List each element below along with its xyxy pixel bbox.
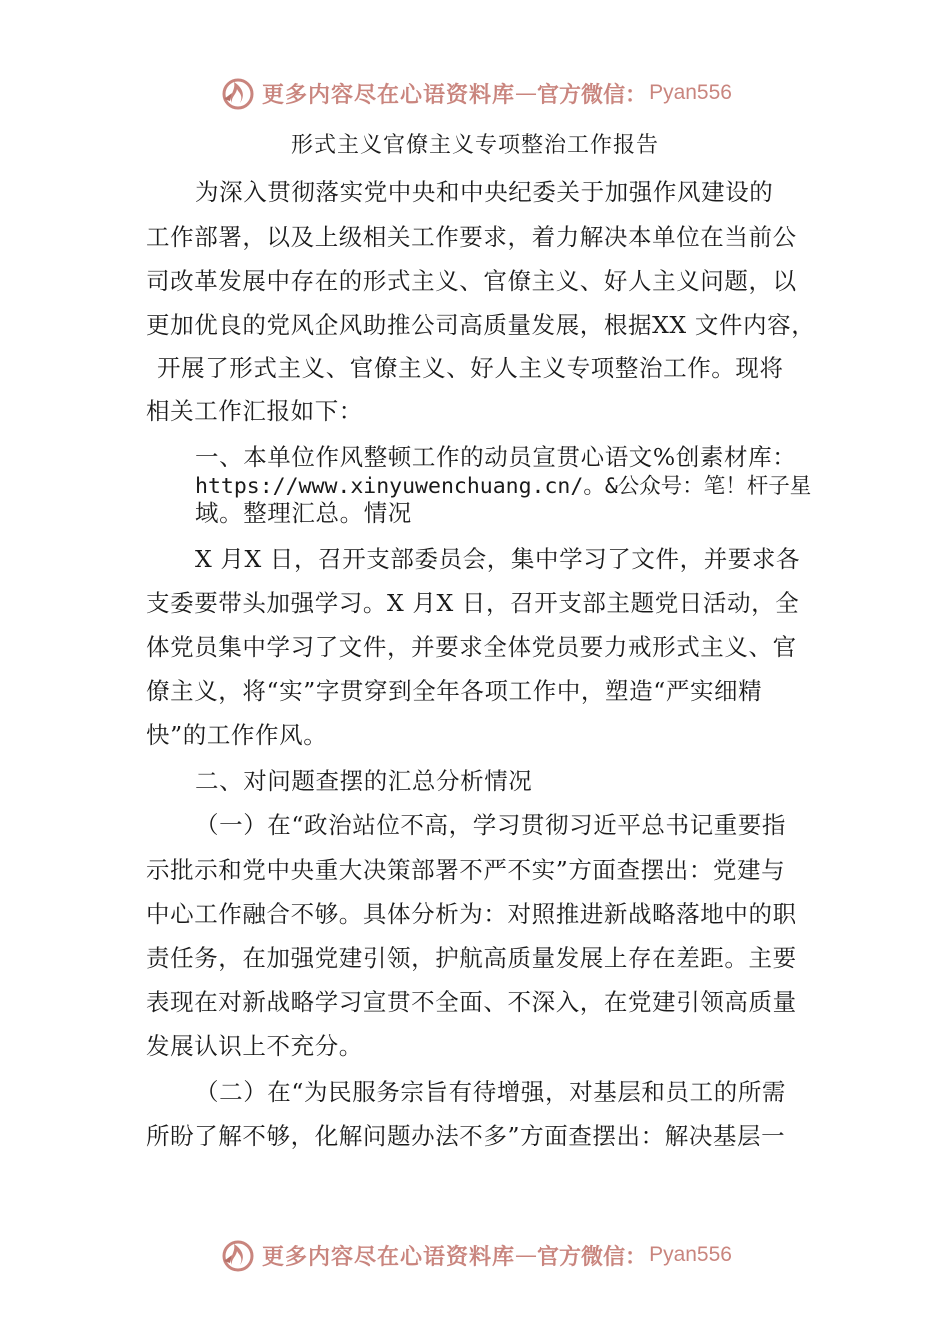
footer-watermark-banner — [0, 1230, 950, 1280]
text-line: 司改革发展中存在的形式主义、官僚主义、好人主义问题，以 — [146, 267, 797, 295]
text-line: 更加优良的党风企风助推公司高质量发展，根据XX 文件内容， — [146, 311, 816, 339]
text-line: 所盼了解不够，化解问题办法不多”方面查摆出：解决基层一 — [146, 1122, 786, 1150]
banner-label: 官方微信： — [537, 81, 648, 108]
text-line: 为深入贯彻落实党中央和中央纪委关于加强作风建设的 — [195, 178, 774, 206]
banner-text: 更多内容尽在心语资料库 — [262, 1243, 516, 1270]
banner-wechat-id: Pyan556 — [649, 81, 732, 104]
text-line: 体党员集中学习了文件，并要求全体党员要力戒形式主义、官 — [146, 633, 797, 661]
text-line: 支委要带头加强学习。X 月X 日，召开支部主题党日活动，全 — [146, 589, 800, 617]
banner-separator: — — [515, 80, 538, 106]
flame-logo-icon — [218, 1235, 258, 1275]
text-line: 工作部署，以及上级相关工作要求，着力解决本单位在当前公 — [146, 223, 797, 251]
flame-logo-icon — [218, 73, 258, 113]
text-line: 责任务，在加强党建引领，护航高质量发展上存在差距。主要 — [146, 944, 797, 972]
text-line: 快”的工作作风。 — [146, 721, 328, 749]
banner-label: 官方微信： — [537, 1243, 648, 1270]
banner-text: 更多内容尽在心语资料库 — [262, 81, 516, 108]
section-heading: 二、对问题查摆的汇总分析情况 — [195, 767, 533, 795]
text-line: 中心工作融合不够。具体分析为：对照推进新战略落地中的职 — [146, 900, 797, 928]
text-line: 示批示和党中央重大决策部署不严不实”方面查摆出：党建与 — [146, 856, 786, 884]
banner-separator: — — [515, 1242, 538, 1268]
text-line: 发展认识上不充分。 — [146, 1032, 363, 1060]
text-line: 开展了形式主义、官僚主义、好人主义专项整治工作。现将 — [157, 354, 784, 382]
text-line: （二）在“为民服务宗旨有待增强，对基层和员工的所需 — [195, 1078, 787, 1106]
text-line: 僚主义，将“实”字贯穿到全年各项工作中，塑造“严实细精 — [146, 677, 763, 705]
source-url-line: https://www.xinyuwenchuang.cn/。&公众号：笔！杆子星 — [195, 474, 812, 499]
text-line: （一）在“政治站位不高，学习贯彻习近平总书记重要指 — [195, 811, 787, 839]
banner-wechat-id: Pyan556 — [649, 1243, 732, 1266]
section-heading: 一、本单位作风整顿工作的动员宣贯心语文%创素材库： — [195, 443, 797, 471]
text-line: 表现在对新战略学习宣贯不全面、不深入，在党建引领高质量 — [146, 988, 797, 1016]
text-line: 域。整理汇总。情况 — [195, 499, 412, 527]
document-title: 形式主义官僚主义专项整治工作报告 — [290, 133, 659, 158]
header-watermark-banner — [0, 68, 950, 118]
text-line: 相关工作汇报如下： — [146, 397, 363, 425]
text-line: X 月X 日，召开支部委员会，集中学习了文件，并要求各 — [195, 545, 801, 573]
